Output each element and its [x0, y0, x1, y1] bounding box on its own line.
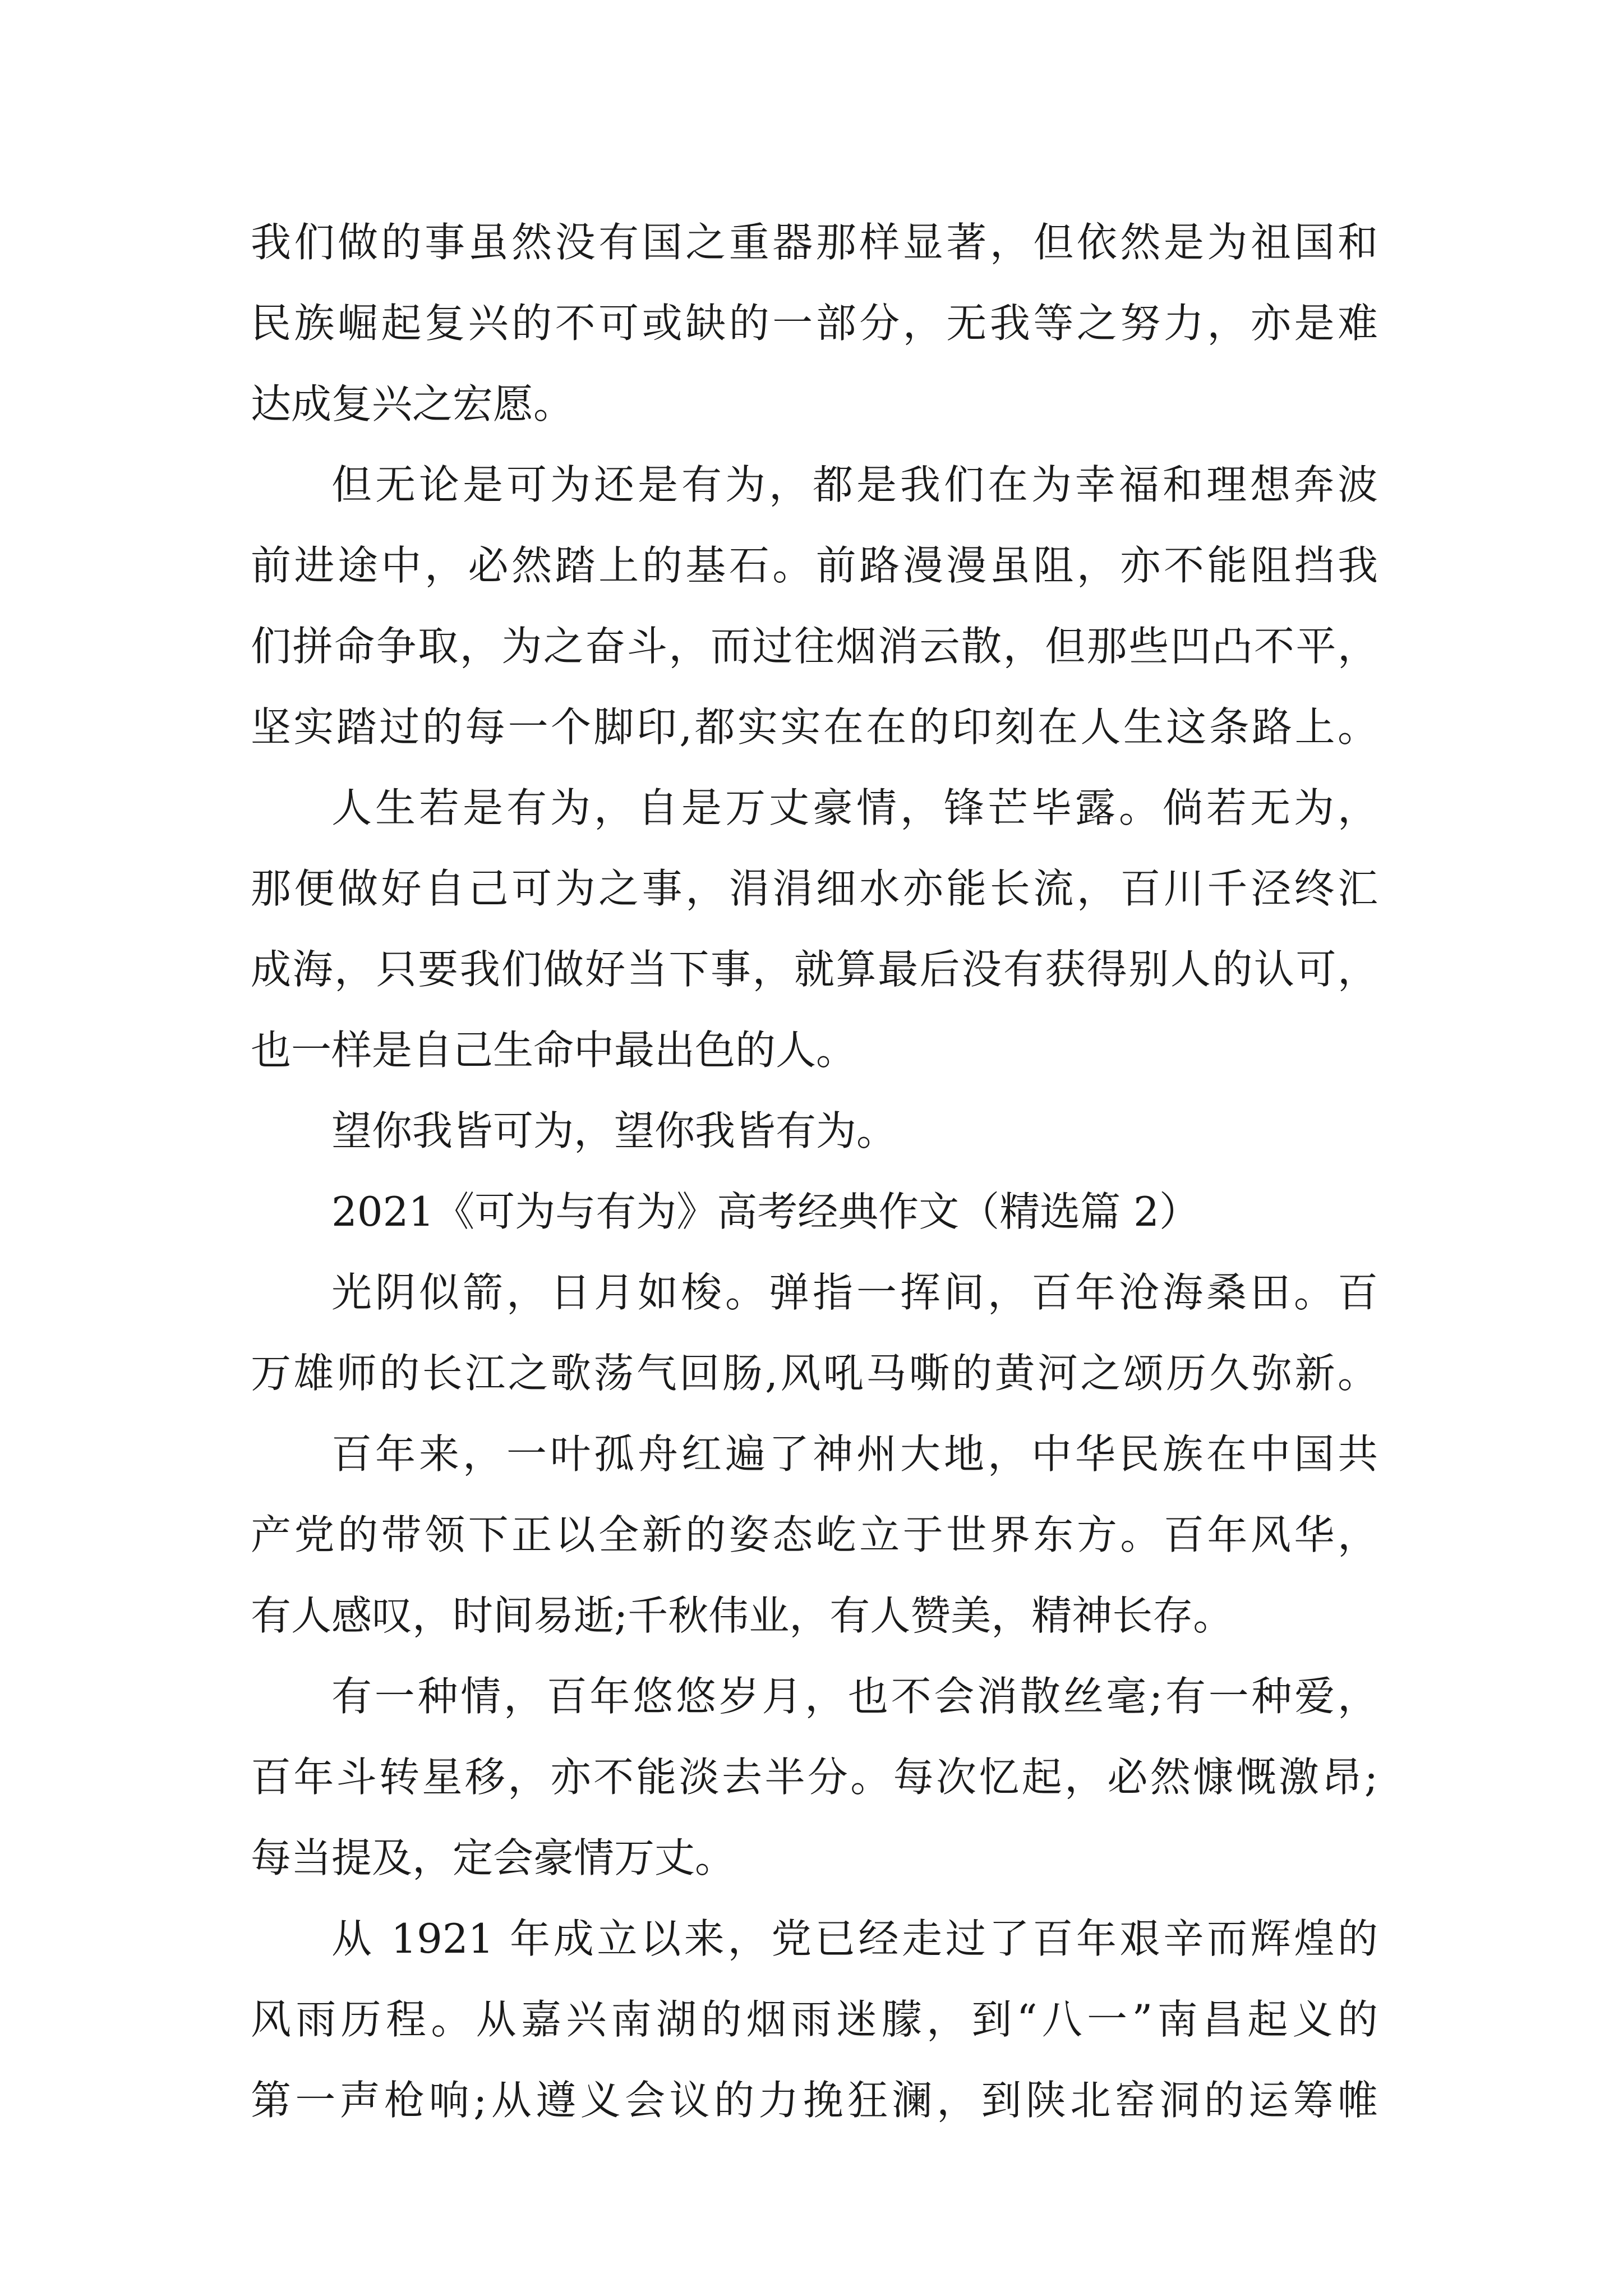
- paragraph-first-line: 有一种情，百年悠悠岁月，也不会消散丝毫;有一种爱，: [331, 1673, 1378, 1720]
- text-line: 前进途中，必然踏上的基石。前路漫漫虽阻，亦不能阻挡我: [251, 542, 1378, 589]
- paragraph-first-line: 但无论是可为还是有为，都是我们在为幸福和理想奔波: [331, 461, 1378, 508]
- text-line: 每当提及，定会豪情万丈。: [251, 1834, 736, 1881]
- text-line: 们拼命争取，为之奋斗，而过往烟消云散，但那些凹凸不平，: [251, 623, 1378, 670]
- paragraph-first-line: 从 1921 年成立以来，党已经走过了百年艰辛而辉煌的: [331, 1915, 1378, 1962]
- paragraph-first-line: 百年来，一叶孤舟红遍了神州大地，中华民族在中国共: [331, 1430, 1378, 1478]
- text-line: 万雄师的长江之歌荡气回肠,风吼马嘶的黄河之颂历久弥新。: [251, 1350, 1378, 1397]
- text-line: 有人感叹，时间易逝;千秋伟业，有人赞美，精神长存。: [251, 1592, 1234, 1639]
- text-line: 百年斗转星移，亦不能淡去半分。每次忆起，必然慷慨激昂;: [251, 1754, 1378, 1801]
- text-line: 民族崛起复兴的不可或缺的一部分，无我等之努力，亦是难: [251, 300, 1378, 347]
- text-line: 那便做好自己可为之事，涓涓细水亦能长流，百川千泾终汇: [251, 865, 1378, 912]
- section-heading: 2021《可为与有为》高考经典作文（精选篇 2）: [331, 1188, 1200, 1235]
- text-line: 产党的带领下正以全新的姿态屹立于世界东方。百年风华，: [251, 1511, 1378, 1558]
- paragraph-first-line: 人生若是有为，自是万丈豪情，锋芒毕露。倘若无为，: [331, 784, 1378, 831]
- text-line: 我们做的事虽然没有国之重器那样显著，但依然是为祖国和: [251, 219, 1378, 266]
- essay-body: [251, 202, 1378, 2141]
- paragraph-first-line: 望你我皆可为，望你我皆有为。: [331, 1107, 897, 1154]
- text-line: 成海，只要我们做好当下事，就算最后没有获得别人的认可，: [251, 946, 1378, 993]
- text-line: 达成复兴之宏愿。: [251, 380, 574, 427]
- paragraph-first-line: 光阴似箭，日月如梭。弹指一挥间，百年沧海桑田。百: [331, 1269, 1378, 1316]
- text-line: 坚实踏过的每一个脚印,都实实在在的印刻在人生这条路上。: [251, 703, 1378, 751]
- text-line: 风雨历程。从嘉兴南湖的烟雨迷朦，到“八一”南昌起义的: [251, 1996, 1378, 2043]
- text-line: 第一声枪响;从遵义会议的力挽狂澜，到陕北窑洞的运筹帷: [251, 2077, 1378, 2124]
- text-line: 也一样是自己生命中最出色的人。: [251, 1027, 857, 1074]
